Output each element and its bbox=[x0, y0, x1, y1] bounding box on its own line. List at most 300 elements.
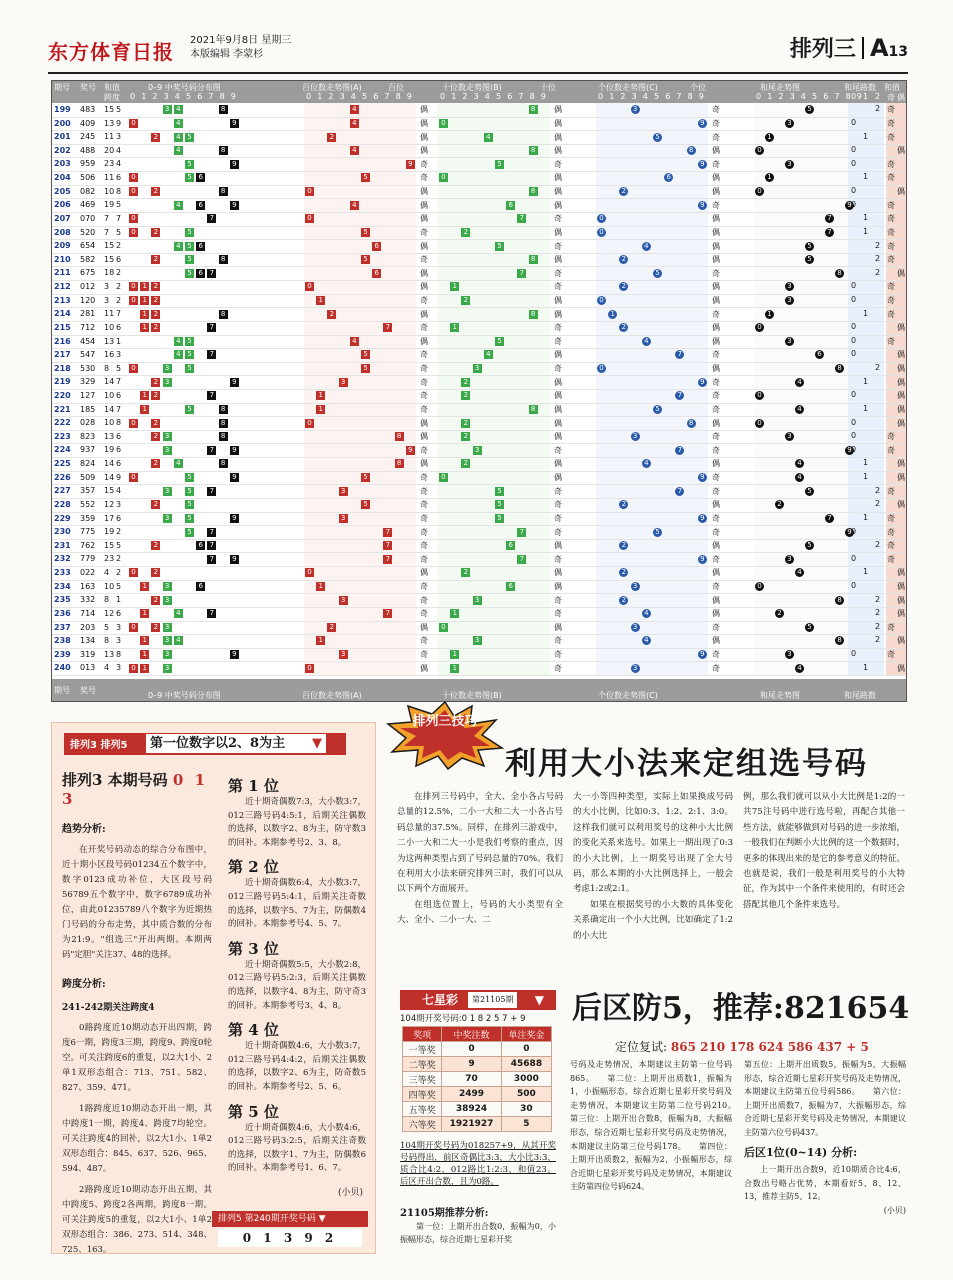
prize-cell: 一等奖 bbox=[403, 1042, 442, 1057]
chart-label: 偶 bbox=[897, 568, 905, 578]
row-kuadu: 6 bbox=[116, 431, 122, 441]
position-text: 近十期奇偶数4:6，大小数4:6，012三路号码3:2:5，后期关注奇数的选择，以数字1、7为主，防偶数6的回补。本期参考号1、6、7。 bbox=[228, 1122, 366, 1174]
chart-label: 偶 bbox=[554, 622, 562, 632]
row-kuadu: 5 bbox=[116, 200, 122, 210]
chart-label: 偶 bbox=[712, 541, 720, 551]
digit-header: 6 bbox=[823, 92, 829, 101]
chart-mark: 0 bbox=[129, 664, 138, 673]
chart-mark: 9 bbox=[698, 555, 707, 564]
chart-mark: 2 bbox=[461, 378, 470, 387]
chart-label: 奇 bbox=[887, 622, 895, 632]
chart-label: 2 bbox=[875, 254, 881, 264]
chart-label: 奇 bbox=[554, 268, 562, 278]
chart-mark: 4 bbox=[350, 119, 359, 128]
chart-label: 偶 bbox=[712, 323, 720, 333]
chart-label: 奇 bbox=[420, 323, 428, 333]
row-issue: 209 bbox=[54, 241, 71, 251]
digit-header: 9 bbox=[540, 92, 546, 101]
chart-mark: 1 bbox=[765, 173, 774, 182]
chart-mark: 6 bbox=[506, 201, 515, 210]
chart-mark: 8 bbox=[529, 255, 538, 264]
chart-mark: 3 bbox=[785, 296, 794, 305]
chart-mark: 2 bbox=[151, 623, 160, 632]
chart-mark: 7 bbox=[207, 214, 216, 223]
trend-text: 在开奖号码动态的综合分布图中，近十期小区段号码01234五个数字中，数字0123成功补位，大区段号码56789五个数字中，数字6789成功补位，由此01235789八个数字为近期热门号码的分布走势，其中质合数的分布为21:9。"组选三"开出两期。本期两码"定胆"关注37、48的选择。 bbox=[62, 845, 212, 960]
chart-mark: 2 bbox=[327, 623, 336, 632]
row-kuadu: 6 bbox=[116, 173, 122, 183]
chart-mark: 2 bbox=[619, 541, 628, 550]
chart-row bbox=[52, 471, 906, 486]
issue-date bbox=[190, 34, 291, 62]
chart-mark: 0 bbox=[755, 582, 764, 591]
row-issue: 204 bbox=[54, 173, 71, 183]
chart-label: 奇 bbox=[887, 132, 895, 142]
row-hezhi: 23 bbox=[104, 554, 115, 564]
chart-row bbox=[52, 416, 906, 431]
chart-mark: 9 bbox=[698, 119, 707, 128]
chart-row bbox=[52, 539, 906, 554]
skill-burst-icon bbox=[386, 700, 504, 770]
chart-mark: 3 bbox=[163, 378, 172, 387]
chart-mark: 3 bbox=[163, 582, 172, 591]
chart-mark: 1 bbox=[450, 282, 459, 291]
digit-header: 0 bbox=[130, 92, 136, 101]
row-issue: 200 bbox=[54, 118, 71, 128]
chart-mark: 3 bbox=[631, 582, 640, 591]
chart-mark: 8 bbox=[219, 187, 228, 196]
row-hezhi: 20 bbox=[104, 145, 115, 155]
trend-chart bbox=[51, 80, 907, 702]
chart-mark: 1 bbox=[316, 405, 325, 414]
row-hezhi: 13 bbox=[104, 431, 115, 441]
digit-header: 0 bbox=[756, 92, 762, 101]
digit-header: 7 bbox=[208, 92, 214, 101]
chart-mark: 2 bbox=[151, 133, 160, 142]
chart-mark: 1 bbox=[140, 323, 149, 332]
row-hezhi: 23 bbox=[104, 159, 115, 169]
digit-header: 4 bbox=[642, 92, 648, 101]
chart-label: 偶 bbox=[554, 391, 562, 401]
chart-row bbox=[52, 280, 906, 295]
chart-label: 偶 bbox=[712, 173, 720, 183]
chart-mark: 9 bbox=[230, 446, 239, 455]
chart-mark: 2 bbox=[619, 596, 628, 605]
chart-label: 奇 bbox=[712, 581, 720, 591]
chart-mark: 7 bbox=[517, 555, 526, 564]
chart-mark: 2 bbox=[619, 282, 628, 291]
rear-col-b-text: 第五位：上期开出质数5，振幅为5，大振幅形态，综合近期七星彩开奖号码及走势情况，本期建议主防第五位号码586。 第六位：上期开出质数7，振幅为7，大振幅形态，综合近期七星彩开奖号码及走势情况，本期建议主防第六位号码437。 bbox=[744, 1060, 906, 1137]
chart-label: 偶 bbox=[712, 568, 720, 578]
chart-label: 偶 bbox=[897, 323, 905, 333]
chart-mark: 7 bbox=[207, 350, 216, 359]
chart-mark: 4 bbox=[642, 242, 651, 251]
chart-label: 2 bbox=[875, 485, 881, 495]
chart-mark: 0 bbox=[597, 296, 606, 305]
chart-label: 偶 bbox=[897, 663, 905, 673]
row-hezhi: 11 bbox=[104, 309, 115, 319]
chart-row bbox=[52, 307, 906, 322]
article-col-2 bbox=[573, 790, 733, 944]
row-issue: 221 bbox=[54, 404, 71, 414]
row-number: 022 bbox=[80, 568, 96, 578]
row-kuadu: 1 bbox=[116, 336, 122, 346]
region-heading: 后区1位(0~14) 分析: bbox=[744, 1145, 858, 1159]
chart-label: 奇 bbox=[712, 527, 720, 537]
chart-mark: 7 bbox=[825, 228, 834, 237]
digit-header: 3 bbox=[339, 92, 345, 101]
col-hundreds-oe: 百位 bbox=[388, 83, 404, 92]
row-issue: 222 bbox=[54, 418, 71, 428]
chart-mark: 5 bbox=[185, 500, 194, 509]
chart-label: 奇 bbox=[887, 118, 895, 128]
chart-header-top bbox=[52, 81, 906, 103]
digit-header: 3 bbox=[631, 92, 637, 101]
row-number: 329 bbox=[80, 377, 96, 387]
chart-label: 1 bbox=[863, 376, 869, 386]
chart-mark: 2 bbox=[151, 310, 160, 319]
row-kuadu: 3 bbox=[116, 663, 122, 673]
chart-mark: 5 bbox=[495, 487, 504, 496]
chart-mark: 5 bbox=[495, 242, 504, 251]
chart-label: 1 bbox=[863, 403, 869, 413]
chart-mark: 8 bbox=[219, 105, 228, 114]
digit-header: 4 bbox=[484, 92, 490, 101]
chart-mark: 0 bbox=[129, 228, 138, 237]
row-number: 359 bbox=[80, 513, 96, 523]
row-hezhi: 8 bbox=[104, 595, 110, 605]
chart-mark: 5 bbox=[185, 242, 194, 251]
prize-cell: 五等奖 bbox=[403, 1102, 442, 1117]
chart-mark: 5 bbox=[653, 133, 662, 142]
digit-header: 4 bbox=[174, 92, 180, 101]
chart-row bbox=[52, 566, 906, 581]
row-hezhi: 11 bbox=[104, 132, 115, 142]
chart-mark: 3 bbox=[163, 636, 172, 645]
row-number: 082 bbox=[80, 186, 96, 196]
row-issue: 238 bbox=[54, 636, 71, 646]
chart-label: 奇 bbox=[887, 159, 895, 169]
col-tens: 十位数走势图(B) bbox=[442, 83, 502, 92]
chart-mark: 3 bbox=[473, 636, 482, 645]
chart-label: 0 bbox=[851, 349, 857, 359]
chart-label: 0 bbox=[851, 199, 857, 209]
chart-mark: 8 bbox=[529, 405, 538, 414]
chart-label: 偶 bbox=[897, 364, 905, 374]
chart-mark: 9 bbox=[230, 201, 239, 210]
row-number: 120 bbox=[80, 295, 96, 305]
row-number: 654 bbox=[80, 241, 96, 251]
chart-mark: 2 bbox=[461, 391, 470, 400]
row-issue: 230 bbox=[54, 527, 71, 537]
chart-mark: 6 bbox=[506, 582, 515, 591]
page-number: 13 bbox=[888, 44, 908, 60]
row-number: 506 bbox=[80, 173, 96, 183]
chart-mark: 5 bbox=[653, 269, 662, 278]
row-number: 409 bbox=[80, 118, 96, 128]
col-hezhi: 和值 bbox=[104, 83, 120, 92]
chart-mark: 7 bbox=[517, 214, 526, 223]
chart-label: 1 bbox=[863, 567, 869, 577]
chart-mark: 8 bbox=[219, 432, 228, 441]
row-issue: 199 bbox=[54, 105, 71, 114]
row-kuadu: 6 bbox=[116, 445, 122, 455]
chart-mark: 1 bbox=[140, 405, 149, 414]
chart-label: 偶 bbox=[554, 309, 562, 319]
pl3-analysis-box bbox=[51, 722, 376, 1254]
digit-header: 8 bbox=[395, 92, 401, 101]
chart-mark: 7 bbox=[383, 323, 392, 332]
row-kuadu: 2 bbox=[116, 241, 122, 251]
chart-mark: 7 bbox=[207, 323, 216, 332]
row-kuadu: 1 bbox=[116, 595, 122, 605]
row-hezhi: 8 bbox=[104, 636, 110, 646]
col-dist-bottom: 0–9 中奖号码分布图 bbox=[148, 691, 221, 700]
chart-mark: 5 bbox=[805, 487, 814, 496]
digit-header: 2 bbox=[778, 92, 784, 101]
digit-header: 5 bbox=[362, 92, 368, 101]
chart-label: 奇 bbox=[420, 595, 428, 605]
chart-mark: 3 bbox=[473, 596, 482, 605]
chart-mark: 3 bbox=[473, 364, 482, 373]
chart-mark: 3 bbox=[163, 446, 172, 455]
chart-label: 偶 bbox=[554, 377, 562, 387]
chart-label: 奇 bbox=[887, 650, 895, 660]
row-issue: 226 bbox=[54, 472, 71, 482]
chart-label: 奇 bbox=[554, 364, 562, 374]
chart-label: 偶 bbox=[712, 500, 720, 510]
row-kuadu: 3 bbox=[116, 350, 122, 360]
chart-mark: 3 bbox=[163, 623, 172, 632]
chart-mark: 5 bbox=[185, 364, 194, 373]
chart-mark: 4 bbox=[174, 636, 183, 645]
chart-label: 偶 bbox=[897, 146, 905, 156]
rear-headline: 后区防5，推荐:821654 bbox=[572, 991, 910, 1026]
newspaper-logo: 东方体育日报 bbox=[48, 40, 174, 64]
chart-label: 1 bbox=[863, 172, 869, 182]
row-hezhi: 3 bbox=[104, 282, 110, 292]
row-hezhi: 15 bbox=[104, 486, 115, 496]
row-issue: 233 bbox=[54, 568, 71, 578]
row-issue: 208 bbox=[54, 227, 71, 237]
chart-label: 偶 bbox=[420, 432, 428, 442]
chart-label: 奇 bbox=[420, 391, 428, 401]
chart-mark: 5 bbox=[185, 160, 194, 169]
chart-label: 奇 bbox=[554, 609, 562, 619]
digit-header: 5 bbox=[812, 92, 818, 101]
parity-header: 偶 bbox=[897, 93, 905, 102]
chart-mark: 6 bbox=[372, 269, 381, 278]
chart-row bbox=[52, 430, 906, 445]
chart-mark: 4 bbox=[174, 459, 183, 468]
chart-mark: 3 bbox=[163, 664, 172, 673]
chart-mark: 2 bbox=[151, 228, 160, 237]
row-issue: 228 bbox=[54, 499, 71, 509]
chart-mark: 4 bbox=[174, 201, 183, 210]
row-hezhi: 15 bbox=[104, 540, 115, 550]
chart-label: 2 bbox=[875, 594, 881, 604]
chart-mark: 0 bbox=[129, 214, 138, 223]
row-number: 332 bbox=[80, 595, 96, 605]
digit-header: 7 bbox=[384, 92, 390, 101]
article-title: 利用大小法来定组选号码 bbox=[505, 746, 868, 782]
row-issue: 240 bbox=[54, 663, 71, 673]
this-num: 0 1 3 bbox=[62, 771, 209, 808]
row-hezhi: 12 bbox=[104, 608, 115, 618]
row-kuadu: 2 bbox=[116, 554, 122, 564]
chart-label: 偶 bbox=[420, 132, 428, 142]
route-digit-header: 2 bbox=[875, 92, 881, 101]
chart-mark: 7 bbox=[207, 609, 216, 618]
digit-header: 0 bbox=[306, 92, 312, 101]
chart-mark: 2 bbox=[461, 228, 470, 237]
chart-mark: 0 bbox=[755, 187, 764, 196]
row-kuadu: 6 bbox=[116, 254, 122, 264]
chart-mark: 3 bbox=[473, 446, 482, 455]
chart-mark: 7 bbox=[207, 487, 216, 496]
chart-label: 偶 bbox=[897, 268, 905, 278]
article-col-1a: 在排列三号码中，全大、全小各占号码总量的12.5%，二小一大和二大一小各占号码总量的37.5%。同样，在排列三游戏中，二小一大和二大一小是我们考察的重点，因为这两种类型占到了号码总量的70%。我们在利用大小法来研究排列三时，我们可以从以下两个方面展开。 bbox=[397, 792, 563, 895]
rear-author: (小贝) bbox=[883, 1205, 906, 1215]
row-number: 245 bbox=[80, 132, 96, 142]
row-hezhi: 15 bbox=[104, 254, 115, 264]
chart-mark: 4 bbox=[795, 405, 804, 414]
chart-label: 偶 bbox=[554, 173, 562, 183]
chart-mark: 0 bbox=[755, 323, 764, 332]
chart-label: 奇 bbox=[554, 159, 562, 169]
chart-mark: 7 bbox=[207, 269, 216, 278]
pl3-title bbox=[146, 734, 326, 753]
row-kuadu: 3 bbox=[116, 636, 122, 646]
position-block bbox=[228, 938, 366, 1013]
chart-label: 偶 bbox=[712, 227, 720, 237]
chart-label: 偶 bbox=[897, 636, 905, 646]
chart-mark: 5 bbox=[185, 350, 194, 359]
chart-label: 奇 bbox=[712, 391, 720, 401]
span-sub: 241-242期关注跨度4 bbox=[62, 1003, 155, 1013]
chart-label: 奇 bbox=[420, 295, 428, 305]
digit-header: 9 bbox=[856, 92, 862, 101]
chart-label: 0 bbox=[851, 390, 857, 400]
chart-label: 1 bbox=[863, 131, 869, 141]
chart-mark: 4 bbox=[642, 609, 651, 618]
chart-mark: 7 bbox=[207, 446, 216, 455]
digit-header: 5 bbox=[654, 92, 660, 101]
row-hezhi: 10 bbox=[104, 391, 115, 400]
page-letter: A bbox=[869, 34, 889, 62]
chart-label: 奇 bbox=[420, 527, 428, 537]
chart-label: 0 bbox=[851, 335, 857, 345]
digit-header: 9 bbox=[698, 92, 704, 101]
digit-header: 3 bbox=[163, 92, 169, 101]
chart-row bbox=[52, 375, 906, 390]
row-hezhi: 10 bbox=[104, 186, 115, 196]
chart-mark: 0 bbox=[755, 146, 764, 155]
chart-label: 奇 bbox=[554, 214, 562, 224]
digit-header: 3 bbox=[789, 92, 795, 101]
row-hezhi: 3 bbox=[104, 295, 110, 305]
chart-mark: 3 bbox=[339, 596, 348, 605]
row-issue: 229 bbox=[54, 513, 71, 523]
row-number: 714 bbox=[80, 608, 96, 618]
chart-label: 偶 bbox=[420, 663, 428, 673]
chart-label: 奇 bbox=[887, 255, 895, 265]
chart-label: 偶 bbox=[897, 187, 905, 197]
row-kuadu: 5 bbox=[116, 227, 122, 237]
row-number: 823 bbox=[80, 431, 96, 441]
chart-mark: 2 bbox=[151, 282, 160, 291]
chart-label: 偶 bbox=[712, 187, 720, 197]
row-number: 454 bbox=[80, 336, 96, 346]
position-label: 第 3 位 bbox=[228, 939, 279, 958]
chart-mark: 4 bbox=[350, 146, 359, 155]
col-hundreds: 百位数走势图(A) bbox=[302, 83, 362, 92]
chart-mark: 1 bbox=[450, 650, 459, 659]
row-issue: 237 bbox=[54, 622, 71, 632]
chart-mark: 4 bbox=[484, 350, 493, 359]
burst-text: 排列三技巧 bbox=[412, 714, 478, 729]
chart-mark: 5 bbox=[185, 487, 194, 496]
chart-label: 偶 bbox=[897, 377, 905, 387]
chart-mark: 9 bbox=[845, 201, 854, 210]
chart-label: 奇 bbox=[420, 364, 428, 374]
chart-mark: 9 bbox=[698, 201, 707, 210]
chart-label: 奇 bbox=[420, 473, 428, 483]
chart-mark: 6 bbox=[196, 173, 205, 182]
row-hezhi: 4 bbox=[104, 568, 110, 578]
article-col-2a: 大一小等四种类型，实际上如果换成号码的大小比例，比如0:3、1:2、2:1、3:0。这样我们就可以利用奖号的这种小大比例的变化关系来选号。如果上一期出现了0:3的小大比例，上一期奖号出现了全大号码，那么本期的小大比例选择上，一般会考虑1:2或2:1。 bbox=[573, 792, 733, 895]
row-number: 012 bbox=[80, 282, 96, 292]
row-number: 937 bbox=[80, 445, 96, 455]
chart-mark: 5 bbox=[361, 500, 370, 509]
chart-label: 奇 bbox=[712, 268, 720, 278]
chart-mark: 7 bbox=[207, 528, 216, 537]
chart-label: 奇 bbox=[712, 622, 720, 632]
row-kuadu: 6 bbox=[116, 459, 122, 469]
chart-label: 奇 bbox=[712, 663, 720, 673]
row-issue: 216 bbox=[54, 336, 71, 346]
chart-mark: 7 bbox=[675, 350, 684, 359]
chart-mark: 2 bbox=[461, 459, 470, 468]
chart-mark: 0 bbox=[305, 419, 314, 428]
chart-label: 1 bbox=[863, 308, 869, 318]
col-award-bottom: 奖号 bbox=[80, 686, 96, 695]
chart-mark: 2 bbox=[151, 378, 160, 387]
row-number: 028 bbox=[80, 418, 96, 428]
chart-mark: 2 bbox=[151, 296, 160, 305]
chart-label: 奇 bbox=[712, 105, 720, 115]
row-issue: 220 bbox=[54, 391, 71, 400]
chart-mark: 0 bbox=[755, 391, 764, 400]
chart-label: 奇 bbox=[420, 513, 428, 523]
prize-row bbox=[403, 1072, 552, 1087]
chart-label: 奇 bbox=[712, 350, 720, 360]
row-issue: 215 bbox=[54, 322, 71, 332]
position-text: 近十期奇偶数7:3，大小数3:7，012三路号码4:5:1，后期关注偶数的选择，以数字2、8为主，防守数3的回补。本期参考号2、3、8。 bbox=[228, 797, 366, 848]
chart-mark: 2 bbox=[151, 596, 160, 605]
chart-label: 奇 bbox=[554, 650, 562, 660]
row-number: 163 bbox=[80, 581, 96, 591]
chart-mark: 1 bbox=[140, 664, 149, 673]
col-route: 和尾路数 bbox=[844, 83, 876, 92]
chart-label: 奇 bbox=[554, 595, 562, 605]
chart-mark: 5 bbox=[185, 269, 194, 278]
chart-label: 0 bbox=[851, 580, 857, 590]
prize-row bbox=[403, 1057, 552, 1072]
chart-mark: 5 bbox=[805, 541, 814, 550]
row-number: 185 bbox=[80, 404, 96, 414]
chart-mark: 3 bbox=[785, 555, 794, 564]
chart-label: 偶 bbox=[897, 581, 905, 591]
